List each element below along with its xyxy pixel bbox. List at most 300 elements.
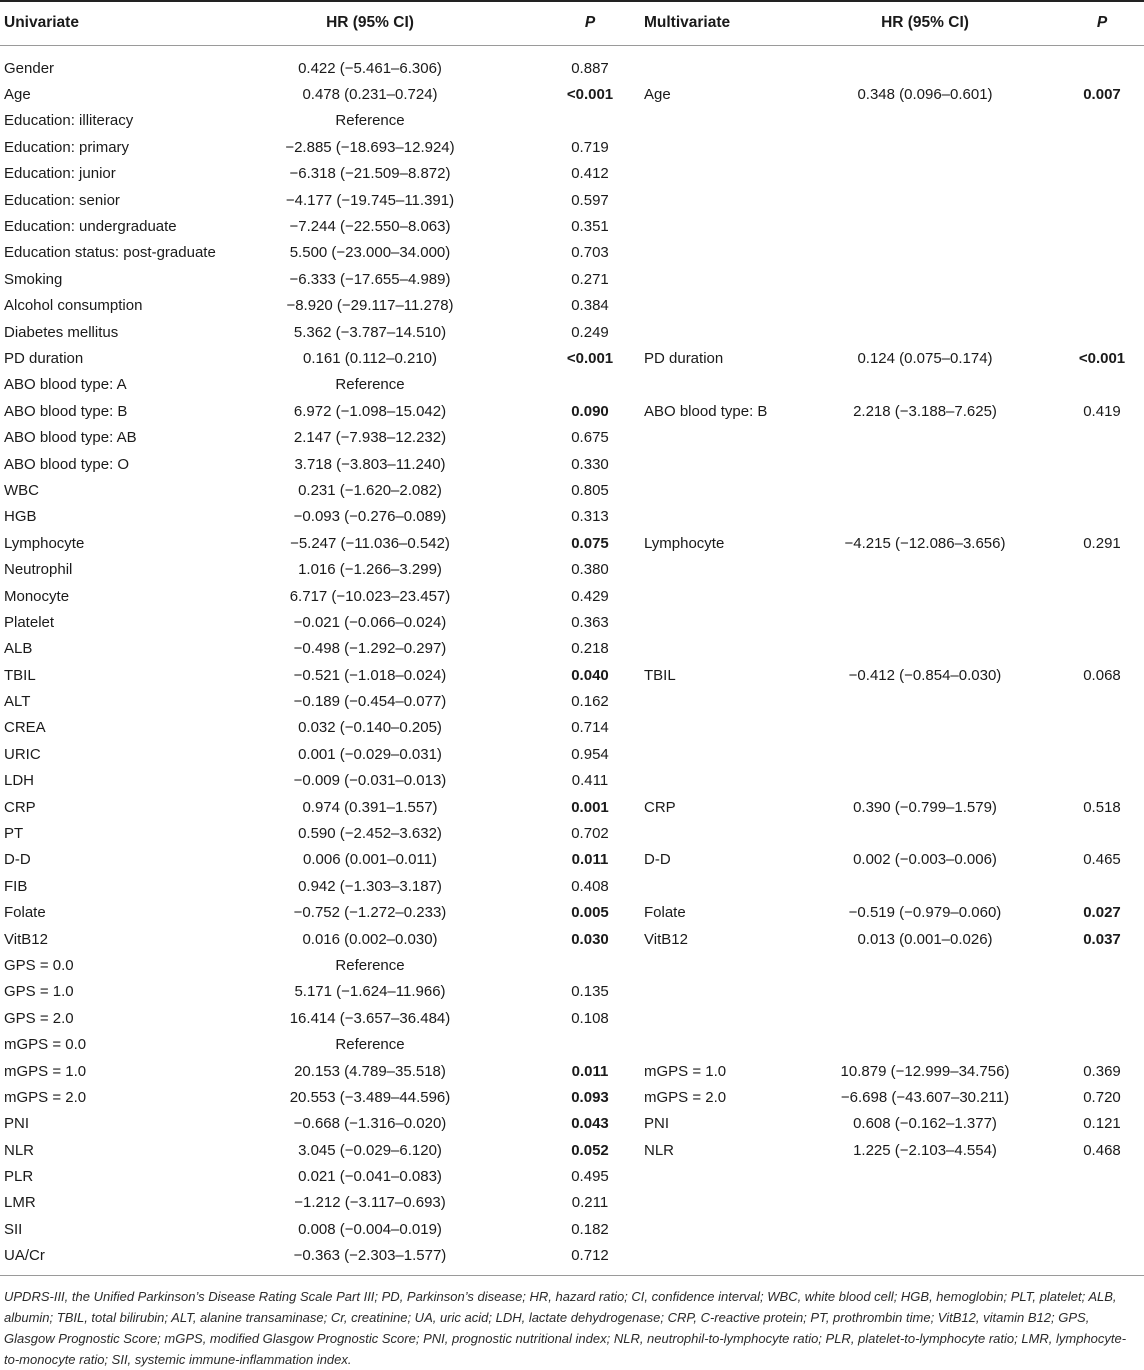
table-row <box>0 293 1144 319</box>
univariate-hr: 0.478 (0.231–0.724) <box>302 86 438 104</box>
univariate-hr: 0.006 (0.001–0.011) <box>303 851 437 869</box>
univariate-hr: −4.177 (−19.745–11.391) <box>285 191 455 209</box>
univariate-variable: Gender <box>4 59 55 77</box>
multivariate-variable: NLR <box>644 1141 675 1159</box>
univariate-variable: Platelet <box>4 613 55 631</box>
univariate-hr: 0.590 (−2.452–3.632) <box>298 825 442 843</box>
univariate-hr: 0.032 (−0.140–0.205) <box>298 719 442 737</box>
multivariate-p <box>1060 372 1144 398</box>
multivariate-hr <box>790 319 1060 345</box>
table-row <box>0 1005 1144 1031</box>
multivariate-variable: Age <box>644 86 671 104</box>
univariate-p: <0.001 <box>566 349 614 367</box>
table-row <box>0 768 1144 794</box>
multivariate-variable: TBIL <box>644 666 676 684</box>
header-row <box>0 1 1144 45</box>
table-row <box>0 1190 1144 1216</box>
univariate-hr: 0.974 (0.391–1.557) <box>302 798 438 816</box>
multivariate-p <box>1060 319 1144 345</box>
multivariate-variable: ABO blood type: B <box>644 402 768 420</box>
table-row <box>0 609 1144 635</box>
multivariate-p <box>1060 609 1144 635</box>
multivariate-p: 0.465 <box>1083 851 1121 869</box>
univariate-variable: Education status: post-graduate <box>4 244 216 262</box>
univariate-p: 0.211 <box>571 1194 609 1212</box>
univariate-hr: −0.189 (−0.454–0.077) <box>293 693 447 711</box>
univariate-hr: 3.718 (−3.803–11.240) <box>294 455 446 473</box>
univariate-variable: Neutrophil <box>4 561 73 579</box>
univariate-p: 0.075 <box>571 534 609 552</box>
multivariate-p: 0.027 <box>1083 904 1121 922</box>
multivariate-hr <box>790 741 1060 767</box>
multivariate-variable <box>640 55 790 81</box>
multivariate-hr <box>790 477 1060 503</box>
multivariate-p: 0.518 <box>1083 798 1121 816</box>
multivariate-variable: PD duration <box>644 349 724 367</box>
univariate-p: 0.363 <box>571 613 609 631</box>
multivariate-p: 0.037 <box>1083 930 1121 948</box>
table-row <box>0 55 1144 81</box>
univariate-variable: UA/Cr <box>4 1247 45 1265</box>
univariate-variable: PT <box>4 825 24 843</box>
multivariate-hr <box>790 715 1060 741</box>
table-row <box>0 477 1144 503</box>
multivariate-hr <box>790 688 1060 714</box>
multivariate-variable <box>640 556 790 582</box>
multivariate-p <box>1060 477 1144 503</box>
multivariate-hr <box>790 187 1060 213</box>
multivariate-hr <box>790 161 1060 187</box>
multivariate-variable <box>640 952 790 978</box>
univariate-hr: −6.318 (−21.509–8.872) <box>289 165 451 183</box>
univariate-hr: −8.920 (−29.117–11.278) <box>286 297 454 315</box>
table-row <box>0 873 1144 899</box>
univariate-p: 0.712 <box>571 1247 609 1265</box>
univariate-p <box>540 108 640 134</box>
univariate-hr: Reference <box>335 956 405 974</box>
univariate-variable: SII <box>4 1220 23 1238</box>
table-row <box>0 741 1144 767</box>
multivariate-hr: 0.608 (−0.162–1.377) <box>853 1115 997 1133</box>
univariate-hr: 0.021 (−0.041–0.083) <box>298 1168 442 1186</box>
multivariate-p <box>1060 715 1144 741</box>
univariate-hr: −0.521 (−1.018–0.024) <box>293 666 447 684</box>
univariate-hr: Reference <box>335 112 405 130</box>
table-row <box>0 900 1144 926</box>
table-row <box>0 451 1144 477</box>
table-row <box>0 213 1144 239</box>
multivariate-variable <box>640 372 790 398</box>
multivariate-variable <box>640 213 790 239</box>
multivariate-p <box>1060 240 1144 266</box>
multivariate-variable <box>640 715 790 741</box>
univariate-variable: ABO blood type: A <box>4 376 127 394</box>
multivariate-hr <box>790 768 1060 794</box>
multivariate-hr: 10.879 (−12.999–34.756) <box>840 1062 1010 1080</box>
multivariate-p: <0.001 <box>1078 349 1126 367</box>
univariate-hr: −0.093 (−0.276–0.089) <box>293 508 447 526</box>
multivariate-variable <box>640 979 790 1005</box>
univariate-p: 0.954 <box>571 745 609 763</box>
multivariate-hr <box>790 1243 1060 1269</box>
multivariate-p: 0.121 <box>1083 1115 1121 1133</box>
multivariate-p <box>1060 688 1144 714</box>
multivariate-p: 0.068 <box>1083 666 1121 684</box>
univariate-variable: Diabetes mellitus <box>4 323 119 341</box>
multivariate-variable <box>640 1163 790 1189</box>
multivariate-variable <box>640 161 790 187</box>
multivariate-hr <box>790 266 1060 292</box>
univariate-variable: Education: junior <box>4 165 116 183</box>
univariate-hr: 5.500 (−23.000–34.000) <box>289 244 451 262</box>
multivariate-p <box>1060 1163 1144 1189</box>
univariate-hr: 6.972 (−1.098–15.042) <box>293 402 447 420</box>
multivariate-p <box>1060 1243 1144 1269</box>
multivariate-variable <box>640 134 790 160</box>
multivariate-hr: 2.218 (−3.188–7.625) <box>853 402 997 420</box>
univariate-p: 0.702 <box>571 825 609 843</box>
univariate-variable: mGPS = 2.0 <box>4 1088 87 1106</box>
multivariate-p <box>1060 1005 1144 1031</box>
univariate-hr: −0.363 (−2.303–1.577) <box>293 1247 447 1265</box>
univariate-p: 0.218 <box>571 640 609 658</box>
table-row <box>0 715 1144 741</box>
univariate-hr: Reference <box>335 376 405 394</box>
multivariate-hr: 0.013 (0.001–0.026) <box>857 930 993 948</box>
univariate-variable: ALT <box>4 693 31 711</box>
table-row <box>0 688 1144 714</box>
multivariate-variable <box>640 583 790 609</box>
univariate-p: 0.351 <box>571 218 609 236</box>
multivariate-variable <box>640 636 790 662</box>
univariate-hr: 5.362 (−3.787–14.510) <box>293 323 447 341</box>
univariate-variable: ABO blood type: B <box>4 402 128 420</box>
univariate-variable: D-D <box>4 851 31 869</box>
univariate-hr: −0.498 (−1.292–0.297) <box>293 640 447 658</box>
univariate-variable: PD duration <box>4 349 84 367</box>
multivariate-variable <box>640 1031 790 1057</box>
univariate-hr: 0.008 (−0.004–0.019) <box>298 1220 442 1238</box>
table-row <box>0 1058 1144 1084</box>
univariate-p: 0.090 <box>571 402 609 420</box>
univariate-hr: 0.001 (−0.029–0.031) <box>298 745 442 763</box>
univariate-variable: mGPS = 1.0 <box>4 1062 87 1080</box>
multivariate-p: 0.291 <box>1083 534 1121 552</box>
multivariate-p <box>1060 873 1144 899</box>
multivariate-variable <box>640 477 790 503</box>
univariate-p: 0.135 <box>571 983 609 1001</box>
univariate-hr: 5.171 (−1.624–11.966) <box>294 983 446 1001</box>
header-p-univariate: P <box>540 1 640 45</box>
univariate-variable: PNI <box>4 1115 30 1133</box>
univariate-hr: −6.333 (−17.655–4.989) <box>289 270 451 288</box>
multivariate-p <box>1060 952 1144 978</box>
multivariate-hr <box>790 952 1060 978</box>
univariate-variable: NLR <box>4 1141 35 1159</box>
univariate-p: 0.271 <box>571 270 609 288</box>
univariate-hr: 2.147 (−7.938–12.232) <box>293 429 447 447</box>
table-row <box>0 1031 1144 1057</box>
univariate-p: 0.805 <box>571 481 609 499</box>
multivariate-hr <box>790 873 1060 899</box>
univariate-variable: Education: primary <box>4 138 130 156</box>
multivariate-hr <box>790 108 1060 134</box>
univariate-variable: mGPS = 0.0 <box>4 1036 87 1054</box>
multivariate-p <box>1060 1031 1144 1057</box>
multivariate-hr <box>790 1031 1060 1057</box>
table-row <box>0 372 1144 398</box>
univariate-p: 0.412 <box>571 165 609 183</box>
univariate-variable: PLR <box>4 1168 34 1186</box>
table-row <box>0 583 1144 609</box>
univariate-hr: −2.885 (−18.693–12.924) <box>285 138 455 156</box>
univariate-hr: 0.016 (0.002–0.030) <box>302 930 438 948</box>
multivariate-p <box>1060 768 1144 794</box>
univariate-p: 0.005 <box>571 904 609 922</box>
multivariate-variable: Lymphocyte <box>644 534 725 552</box>
multivariate-variable: D-D <box>644 851 671 869</box>
univariate-variable: TBIL <box>4 666 36 684</box>
table-row <box>0 240 1144 266</box>
multivariate-variable: Folate <box>644 904 686 922</box>
multivariate-hr <box>790 1216 1060 1242</box>
multivariate-p: 0.369 <box>1083 1062 1121 1080</box>
univariate-p: 0.182 <box>571 1220 609 1238</box>
multivariate-hr <box>790 979 1060 1005</box>
header-univariate: Univariate <box>0 1 200 45</box>
univariate-p: 0.040 <box>571 666 609 684</box>
multivariate-p <box>1060 451 1144 477</box>
univariate-hr: 16.414 (−3.657–36.484) <box>289 1009 451 1027</box>
univariate-hr: 6.717 (−10.023–23.457) <box>289 587 451 605</box>
univariate-p: 0.408 <box>571 877 609 895</box>
table-row <box>0 1216 1144 1242</box>
univariate-variable: GPS = 2.0 <box>4 1009 74 1027</box>
multivariate-variable <box>640 451 790 477</box>
table-row <box>0 424 1144 450</box>
table-row <box>0 1111 1144 1137</box>
univariate-hr: −1.212 (−3.117–0.693) <box>294 1194 446 1212</box>
univariate-p <box>540 372 640 398</box>
multivariate-hr: −6.698 (−43.607–30.211) <box>840 1088 1010 1106</box>
multivariate-hr <box>790 636 1060 662</box>
univariate-p: 0.030 <box>571 930 609 948</box>
table-row <box>0 161 1144 187</box>
univariate-hr: −7.244 (−22.550–8.063) <box>289 218 451 236</box>
univariate-hr: 0.942 (−1.303–3.187) <box>298 877 442 895</box>
multivariate-variable <box>640 424 790 450</box>
multivariate-variable <box>640 266 790 292</box>
table-row <box>0 952 1144 978</box>
multivariate-hr <box>790 293 1060 319</box>
univariate-p: 0.703 <box>571 244 609 262</box>
table-row <box>0 266 1144 292</box>
univariate-variable: HGB <box>4 508 37 526</box>
univariate-hr: 1.016 (−1.266–3.299) <box>298 561 442 579</box>
univariate-hr: −0.009 (−0.031–0.013) <box>293 772 447 790</box>
univariate-hr: Reference <box>335 1036 405 1054</box>
univariate-p <box>540 1031 640 1057</box>
multivariate-p <box>1060 293 1144 319</box>
univariate-p: 0.093 <box>571 1088 609 1106</box>
univariate-variable: Education: senior <box>4 191 120 209</box>
multivariate-hr <box>790 372 1060 398</box>
univariate-variable: Alcohol consumption <box>4 297 143 315</box>
table-header <box>0 1 1144 45</box>
multivariate-variable <box>640 741 790 767</box>
table-row <box>0 504 1144 530</box>
univariate-p: 0.249 <box>571 323 609 341</box>
univariate-p: 0.313 <box>571 508 609 526</box>
table-row <box>0 187 1144 213</box>
multivariate-p <box>1060 424 1144 450</box>
multivariate-hr <box>790 1163 1060 1189</box>
univariate-variable: WBC <box>4 481 39 499</box>
multivariate-variable <box>640 504 790 530</box>
multivariate-p: 0.720 <box>1083 1088 1121 1106</box>
multivariate-variable <box>640 1216 790 1242</box>
univariate-variable: FIB <box>4 877 28 895</box>
multivariate-p <box>1060 504 1144 530</box>
multivariate-hr <box>790 583 1060 609</box>
univariate-variable: CREA <box>4 719 46 737</box>
table-row <box>0 530 1144 556</box>
univariate-variable: Education: illiteracy <box>4 112 134 130</box>
univariate-p <box>540 952 640 978</box>
univariate-p: 0.162 <box>571 693 609 711</box>
multivariate-hr: 0.348 (0.096–0.601) <box>857 86 993 104</box>
table-row <box>0 820 1144 846</box>
univariate-variable: URIC <box>4 745 41 763</box>
table-row <box>0 926 1144 952</box>
univariate-p: 0.675 <box>571 429 609 447</box>
multivariate-variable: mGPS = 2.0 <box>644 1088 727 1106</box>
multivariate-p <box>1060 1216 1144 1242</box>
multivariate-hr <box>790 213 1060 239</box>
univariate-p: 0.384 <box>571 297 609 315</box>
table-row <box>0 1137 1144 1163</box>
univariate-variable: CRP <box>4 798 36 816</box>
table-row <box>0 319 1144 345</box>
multivariate-variable: CRP <box>644 798 676 816</box>
univariate-hr: 3.045 (−0.029–6.120) <box>298 1141 442 1159</box>
multivariate-hr: −4.215 (−12.086–3.656) <box>844 534 1006 552</box>
univariate-hr: −0.668 (−1.316–0.020) <box>293 1115 447 1133</box>
multivariate-hr: 0.002 (−0.003–0.006) <box>853 851 997 869</box>
univariate-p: 0.887 <box>571 59 609 77</box>
multivariate-p <box>1060 1190 1144 1216</box>
multivariate-p <box>1060 213 1144 239</box>
table-row <box>0 1243 1144 1269</box>
multivariate-p <box>1060 134 1144 160</box>
header-hr-univariate: HR (95% CI) <box>200 1 540 45</box>
univariate-variable: Smoking <box>4 270 63 288</box>
table-row <box>0 979 1144 1005</box>
multivariate-variable <box>640 820 790 846</box>
univariate-hr: 0.231 (−1.620–2.082) <box>298 481 442 499</box>
multivariate-variable <box>640 1005 790 1031</box>
table-footnote: UPDRS-III, the Unified Parkinson’s Disease Rating Scale Part III; PD, Parkinson’s disease; HR, hazard ratio; CI, confidence interval; WBC, white blood cell; HGB, hemoglobin; PLT, platelet; ALB, albumin; TBIL, total bilirubin; ALT, alanine transaminase; Cr, creatinine; UA, uric acid; LDH, lactate dehydrogenase; CRP, C-reactive protein; PT, prothrombin time; VitB12, vitamin B12; GPS, Glasgow Prognostic Score; mGPS, modified Glasgow Prognostic Score; PNI, prognostic nutritional index; NLR, neutrophil-to-lymphocyte ratio; PLR, platelet-to-lymphocyte ratio; LMR, lymphocyte-to-monocyte ratio; SII, systemic immune-inflammation index. <box>0 1275 1144 1370</box>
table-row <box>0 794 1144 820</box>
univariate-hr: −5.247 (−11.036–0.542) <box>290 534 450 552</box>
multivariate-hr: 0.390 (−0.799–1.579) <box>853 798 997 816</box>
univariate-p: 0.495 <box>571 1168 609 1186</box>
multivariate-variable: mGPS = 1.0 <box>644 1062 727 1080</box>
univariate-variable: ALB <box>4 640 33 658</box>
univariate-variable: LDH <box>4 772 35 790</box>
multivariate-variable <box>640 688 790 714</box>
multivariate-hr <box>790 1005 1060 1031</box>
univariate-p: 0.001 <box>571 798 609 816</box>
multivariate-variable <box>640 609 790 635</box>
univariate-p: 0.011 <box>571 851 609 869</box>
univariate-hr: −0.021 (−0.066–0.024) <box>293 613 447 631</box>
multivariate-p <box>1060 583 1144 609</box>
table-row <box>0 1163 1144 1189</box>
univariate-p: 0.714 <box>571 719 609 737</box>
univariate-variable: VitB12 <box>4 930 48 948</box>
multivariate-hr <box>790 1190 1060 1216</box>
multivariate-hr <box>790 820 1060 846</box>
multivariate-hr: 0.124 (0.075–0.174) <box>857 349 993 367</box>
univariate-p: 0.429 <box>571 587 609 605</box>
multivariate-variable <box>640 108 790 134</box>
multivariate-p <box>1060 741 1144 767</box>
table-body <box>0 45 1144 1269</box>
multivariate-variable <box>640 873 790 899</box>
univariate-p: 0.411 <box>571 772 609 790</box>
multivariate-variable <box>640 1190 790 1216</box>
univariate-p: 0.719 <box>571 138 609 156</box>
header-p-multivariate: P <box>1060 1 1144 45</box>
univariate-hr: 0.161 (0.112–0.210) <box>303 349 437 367</box>
table-row <box>0 345 1144 371</box>
univariate-variable: Folate <box>4 904 46 922</box>
multivariate-hr <box>790 424 1060 450</box>
multivariate-p <box>1060 108 1144 134</box>
univariate-hr: 20.153 (4.789–35.518) <box>294 1062 446 1080</box>
univariate-variable: Lymphocyte <box>4 534 85 552</box>
table-row <box>0 662 1144 688</box>
multivariate-hr <box>790 134 1060 160</box>
multivariate-hr: −0.519 (−0.979–0.060) <box>848 904 1002 922</box>
header-multivariate: Multivariate <box>640 1 790 45</box>
univariate-variable: LMR <box>4 1194 36 1212</box>
univariate-p: <0.001 <box>566 86 614 104</box>
univariate-variable: Education: undergraduate <box>4 218 177 236</box>
table-row <box>0 81 1144 107</box>
multivariate-hr <box>790 504 1060 530</box>
multivariate-hr <box>790 609 1060 635</box>
univariate-p: 0.052 <box>571 1141 609 1159</box>
multivariate-variable <box>640 240 790 266</box>
univariate-p: 0.380 <box>571 561 609 579</box>
multivariate-p: 0.468 <box>1083 1141 1121 1159</box>
multivariate-p <box>1060 820 1144 846</box>
multivariate-p <box>1060 979 1144 1005</box>
table-row <box>0 134 1144 160</box>
multivariate-hr <box>790 55 1060 81</box>
multivariate-p: 0.419 <box>1083 402 1121 420</box>
table-row <box>0 847 1144 873</box>
univariate-hr: 20.553 (−3.489–44.596) <box>289 1088 451 1106</box>
univariate-variable: ABO blood type: AB <box>4 429 137 447</box>
univariate-p: 0.043 <box>571 1115 609 1133</box>
multivariate-p <box>1060 266 1144 292</box>
table-row <box>0 636 1144 662</box>
univariate-hr: −0.752 (−1.272–0.233) <box>293 904 447 922</box>
univariate-p: 0.330 <box>571 455 609 473</box>
